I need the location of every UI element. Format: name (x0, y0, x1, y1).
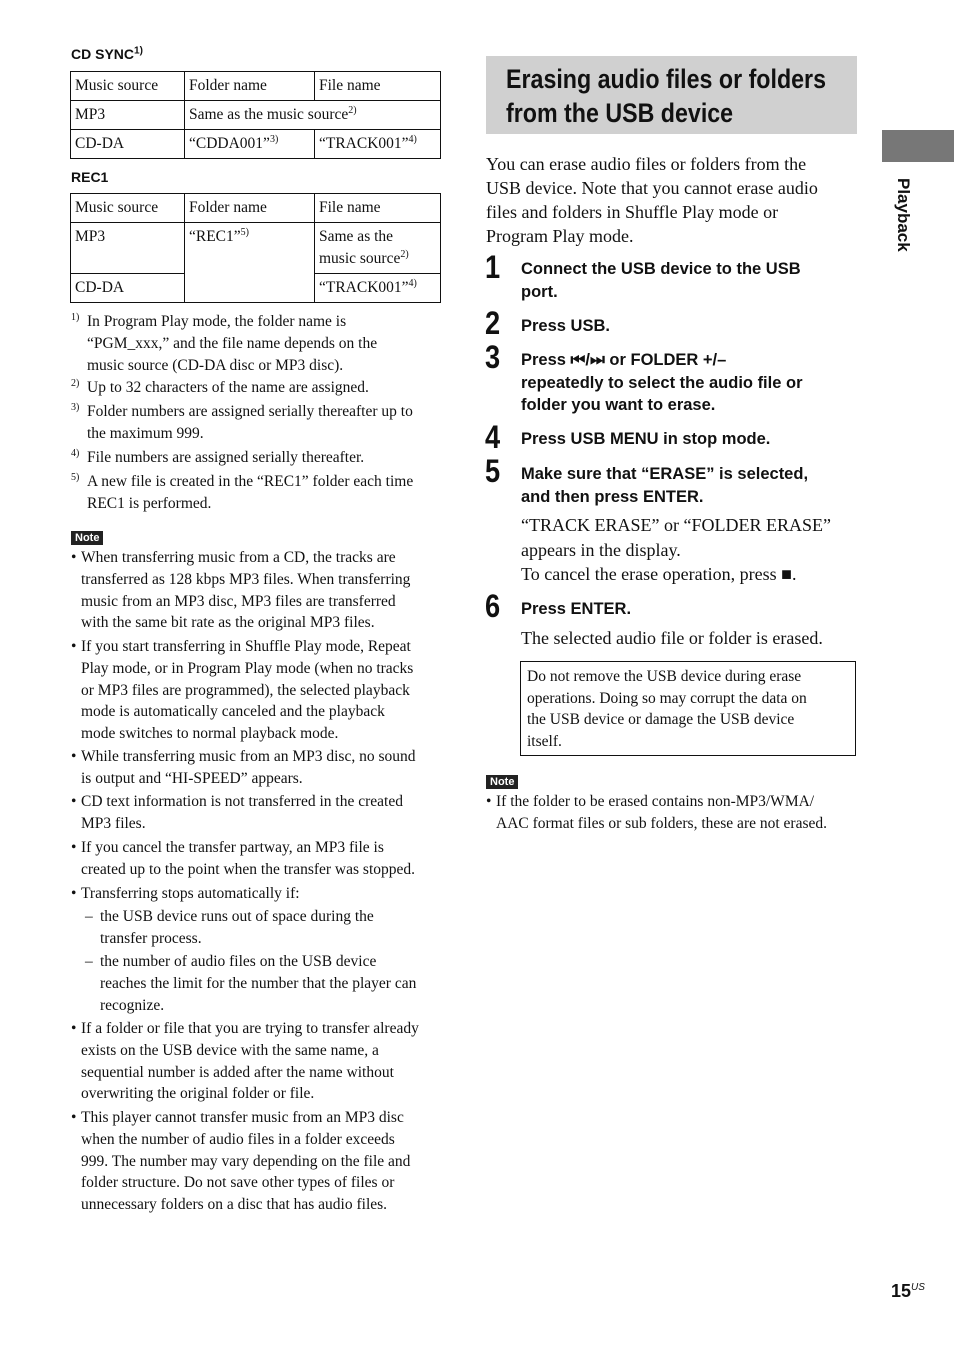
table-cell: CD-DA (71, 274, 185, 303)
step-number: 6 (485, 588, 501, 624)
step-detail: “TRACK ERASE” or “FOLDER ERASE” appears in the display. To cancel the erase operation, press ■. (521, 515, 831, 584)
table-cell: “TRACK001”$^{4)}$ (315, 130, 441, 159)
section-title: Erasing audio files or folders from the USB device (506, 64, 827, 128)
table-row (71, 223, 441, 274)
step-number: 5 (485, 453, 501, 489)
side-tab-bar (882, 130, 954, 162)
table-header: Music source (71, 72, 185, 101)
step-number: 2 (485, 305, 501, 341)
cd-sync-table (70, 71, 441, 159)
table-cell: “REC1”$^{5)}$ (185, 223, 315, 303)
table-cell: CD-DA (71, 130, 185, 159)
rec1-table (70, 193, 441, 303)
table-cell: “TRACK001”$^{4)}$ (315, 274, 441, 303)
step-instruction: Make sure that “ERASE” is selected, and then press ENTER. (521, 465, 809, 506)
table-row (71, 101, 441, 130)
intro-paragraph: You can erase audio files or folders from the USB device. Note that you cannot erase audio files and folders in Shuffle Play mode or Program Play mode. (486, 154, 818, 246)
rec1-heading: REC1 (71, 169, 109, 185)
note-label: Note (486, 775, 518, 789)
page-number: $15^{US}$ (891, 1281, 925, 1301)
note-label: Note (71, 531, 103, 545)
table-header: Music source (71, 194, 185, 223)
table-cell: MP3 (71, 223, 185, 274)
table-row (71, 194, 441, 223)
table-header: File name (315, 72, 441, 101)
step-instruction: Press ENTER. (521, 600, 632, 618)
step-number: 4 (485, 419, 501, 455)
section-title-box (486, 56, 857, 134)
caution-text: Do not remove the USB device during erase operations. Doing so may corrupt the data on the USB device or damage the USB device itself. (527, 668, 807, 750)
table-header: Folder name (185, 194, 315, 223)
step-detail: The selected audio file or folder is erased. (521, 628, 823, 648)
step-instruction: Press ⏮/⏭ or FOLDER +/– repeatedly to select the audio file or folder you want to erase. (521, 351, 803, 414)
table-cell: “CDDA001”$^{3)}$ (185, 130, 315, 159)
step-instruction: Press USB. (521, 317, 610, 335)
step-instruction: Press USB MENU in stop mode. (521, 430, 771, 448)
table-cell: Same as the music source$^{2)}$ (315, 223, 441, 274)
table-row (71, 130, 441, 159)
step-number: 1 (485, 249, 501, 285)
side-tab-label: Playback (894, 178, 913, 252)
cd-sync-heading: CD SYNC$^{1)}$ (71, 45, 143, 62)
step-number: 3 (485, 339, 501, 375)
step-instruction: Connect the USB device to the USB port. (521, 260, 801, 301)
table-cell: Same as the music source$^{2)}$ (185, 101, 441, 130)
table-header: Folder name (185, 72, 315, 101)
table-row (71, 72, 441, 101)
table-header: File name (315, 194, 441, 223)
table-cell: MP3 (71, 101, 185, 130)
caution-box (520, 661, 856, 756)
